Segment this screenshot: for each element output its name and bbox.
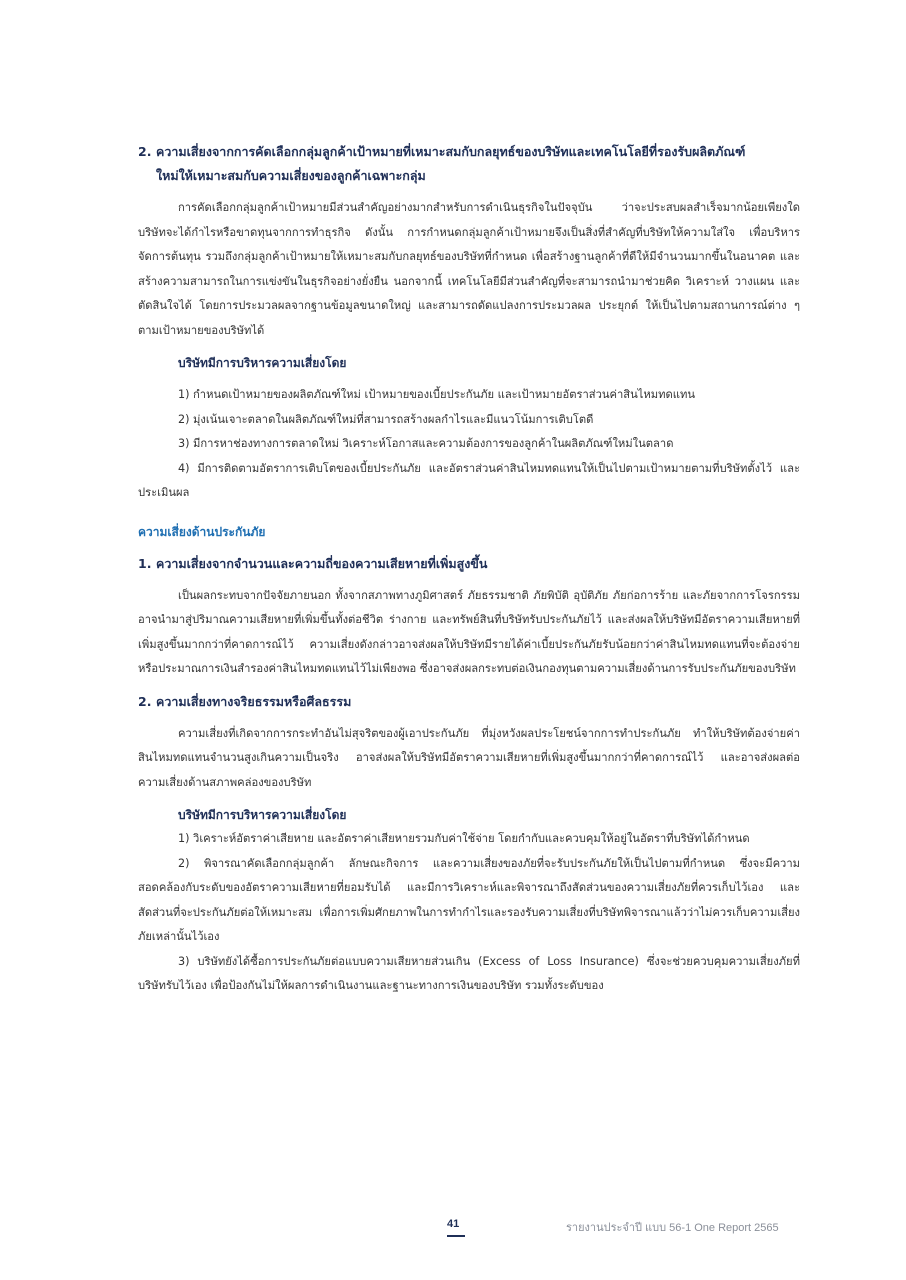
section-2-paragraph: การคัดเลือกกลุ่มลูกค้าเป้าหมายมีส่วนสำคัญอย่างมากสำหรับการดำเนินธุรกิจในปัจจุบัน ว่าจะประสบผลสำเร็จมากน้อยเพียงใด บริษัทจะได้กำไรหรือขาดทุนจากการทำธุรกิจ ดังนั้น การกำหนดกลุ่มลูกค้าเป้าหมายจึงเป็นสิ่งที่สำคัญที่บริษัทให้ความใส่ใจ เพื่อบริหารจัดการต้นทุน รวมถึงกลุ่มลูกค้าเป้าหมายให้เหมาะสมกับกลยุทธ์ของบริษัทที่กำหนด เพื่อสร้างฐานลูกค้าที่ดีให้มีจำนวนมากขึ้นในอนาคต และสร้างความสามารถในการแข่งขันในธุรกิจอย่างยั่งยืน นอกจากนี้ เทคโนโลยีมีส่วนสำคัญที่จะสามารถนำมาช่วยคิด วิเคราะห์ วางแผน และตัดสินใจได้ โดยการประมวลผลจากฐานข้อมูลขนาดใหญ่ และสามารถดัดแปลงการประมวลผล ประยุกต์ ให้เป็นไปตามสถานการณ์ต่าง ๆ ตามเป้าหมายของบริษัทได้ [138, 201, 800, 337]
page-footer [0, 1218, 906, 1248]
management-heading: บริษัทมีการบริหารความเสี่ยงโดย [178, 356, 347, 370]
section-heading: ความเสี่ยงทางจริยธรรมหรือศีลธรรม [156, 693, 352, 709]
section-number: 1. [138, 555, 152, 571]
list-item: 2) มุ่งเน้นเจาะตลาดในผลิตภัณฑ์ใหม่ที่สามารถสร้างผลกำไรและมีแนวโน้มการเติบโตดี [178, 412, 594, 426]
section-heading-line2: ใหม่ให้เหมาะสมกับความเสี่ยงของลูกค้าเฉพาะกลุ่ม [156, 168, 426, 183]
insurance-section-2-paragraph: ความเสี่ยงที่เกิดจากการกระทำอันไม่สุจริตของผู้เอาประกันภัย ที่มุ่งหวังผลประโยชน์จากการทำประกันภัย ทำให้บริษัทต้องจ่ายค่าสินไหมทดแทนจำนวนสูงเกินความเป็นจริง อาจส่งผลให้บริษัทมีอัตราความเสียหายที่เพิ่มสูงขึ้นมากกว่าที่คาดการณ์ไว้ และอาจส่งผลต่อความเสี่ยงด้านสภาพคล่องของบริษัท [138, 726, 800, 789]
report-title: รายงานประจำปี แบบ 56-1 One Report 2565 [566, 1222, 779, 1234]
section-number: 2. [138, 693, 152, 709]
section-heading-line1: ความเสี่ยงจากการคัดเลือกกลุ่มลูกค้าเป้าหมายที่เหมาะสมกับกลยุทธ์ของบริษัทและเทคโนโลยีที่รองรับผลิตภัณฑ์ [156, 144, 746, 159]
section-2-heading [138, 140, 800, 188]
insurance-risk-title: ความเสี่ยงด้านประกันภัย [138, 524, 266, 539]
insurance-section-1-paragraph: เป็นผลกระทบจากปัจจัยภายนอก ทั้งจากสภาพทางภูมิศาสตร์ ภัยธรรมชาติ ภัยพิบัติ อุบัติภัย ภัยก่อการร้าย และภัยจากการโจรกรรม อาจนำมาสู่ปริมาณความเสียหายที่เพิ่มขึ้นทั้งต่อชีวิต ร่างกาย และทรัพย์สินที่บริษัทรับประกันภัยไว้ และส่งผลให้บริษัทมีอัตราความเสียหายที่เพิ่มสูงขึ้นมากกว่าที่คาดการณ์ไว้ ความเสี่ยงดังกล่าวอาจส่งผลให้บริษัทมีรายได้ค่าเบี้ยประกันภัยรับน้อยกว่าค่าสินไหมทดแทนที่จะต้องจ่าย หรือประมาณการเงินสำรองค่าสินไหมทดแทนไว้ไม่เพียงพอ ซึ่งอาจส่งผลกระทบต่อเงินกองทุนตามความเสี่ยงด้านการรับประกันภัยของบริษัท [138, 588, 800, 675]
list-item: 3) มีการหาช่องทางการตลาดใหม่ วิเคราะห์โอกาสและความต้องการของลูกค้าในผลิตภัณฑ์ใหม่ในตลาด [178, 437, 674, 450]
management-heading: บริษัทมีการบริหารความเสี่ยงโดย [178, 808, 347, 822]
list-item: 1) วิเคราะห์อัตราค่าเสียหาย และอัตราค่าเสียหายรวมกับค่าใช้จ่าย โดยกำกับและควบคุมให้อยู่ในอัตราที่บริษัทได้กำหนด [178, 832, 750, 845]
page-number-underline [447, 1235, 465, 1237]
insurance-section-1-heading [138, 552, 800, 576]
page-body [138, 140, 800, 999]
insurance-section-2-heading [138, 690, 800, 714]
list-item: 1) กำหนดเป้าหมายของผลิตภัณฑ์ใหม่ เป้าหมายของเบี้ยประกันภัย และเป้าหมายอัตราส่วนค่าสินไหมทดแทน [178, 388, 696, 401]
list-item: 3) บริษัทยังได้ซื้อการประกันภัยต่อแบบความเสียหายส่วนเกิน (Excess of Loss Insurance) ซึ่งจะช่วยควบคุมความเสี่ยงภัยที่บริษัทรับไว้เอง เพื่อป้องกันไม่ให้ผลการดำเนินงานและฐานะทางการเงินของบริษัท รวมทั้งระดับของ [138, 954, 800, 992]
list-item: 2) พิจารณาคัดเลือกกลุ่มลูกค้า ลักษณะกิจการ และความเสี่ยงของภัยที่จะรับประกันภัยให้เป็นไปตามที่กำหนด ซึ่งจะมีความสอดคล้องกับระดับของอัตราความเสียหายที่ยอมรับได้ และมีการวิเคราะห์และพิจารณาถึงสัดส่วนของความเสี่ยงภัยที่ควรเก็บไว้เอง และสัดส่วนที่จะประกันภัยต่อให้เหมาะสม เพื่อการเพิ่มศักยภาพในการทำกำไรและรองรับความเสี่ยงที่บริษัทพิจารณาแล้วว่าไม่ควรเก็บความเสี่ยงภัยเหล่านั้นไว้เอง [138, 856, 800, 943]
list-item: 4) มีการติดตามอัตราการเติบโตของเบี้ยประกันภัย และอัตราส่วนค่าสินไหมทดแทนให้เป็นไปตามเป้าหมายตามที่บริษัทตั้งไว้ และประเมินผล [138, 461, 800, 499]
page-number: 41 [447, 1218, 460, 1230]
section-number: 2. [138, 144, 152, 159]
section-heading: ความเสี่ยงจากจำนวนและความถี่ของความเสียหายที่เพิ่มสูงขึ้น [156, 555, 488, 571]
